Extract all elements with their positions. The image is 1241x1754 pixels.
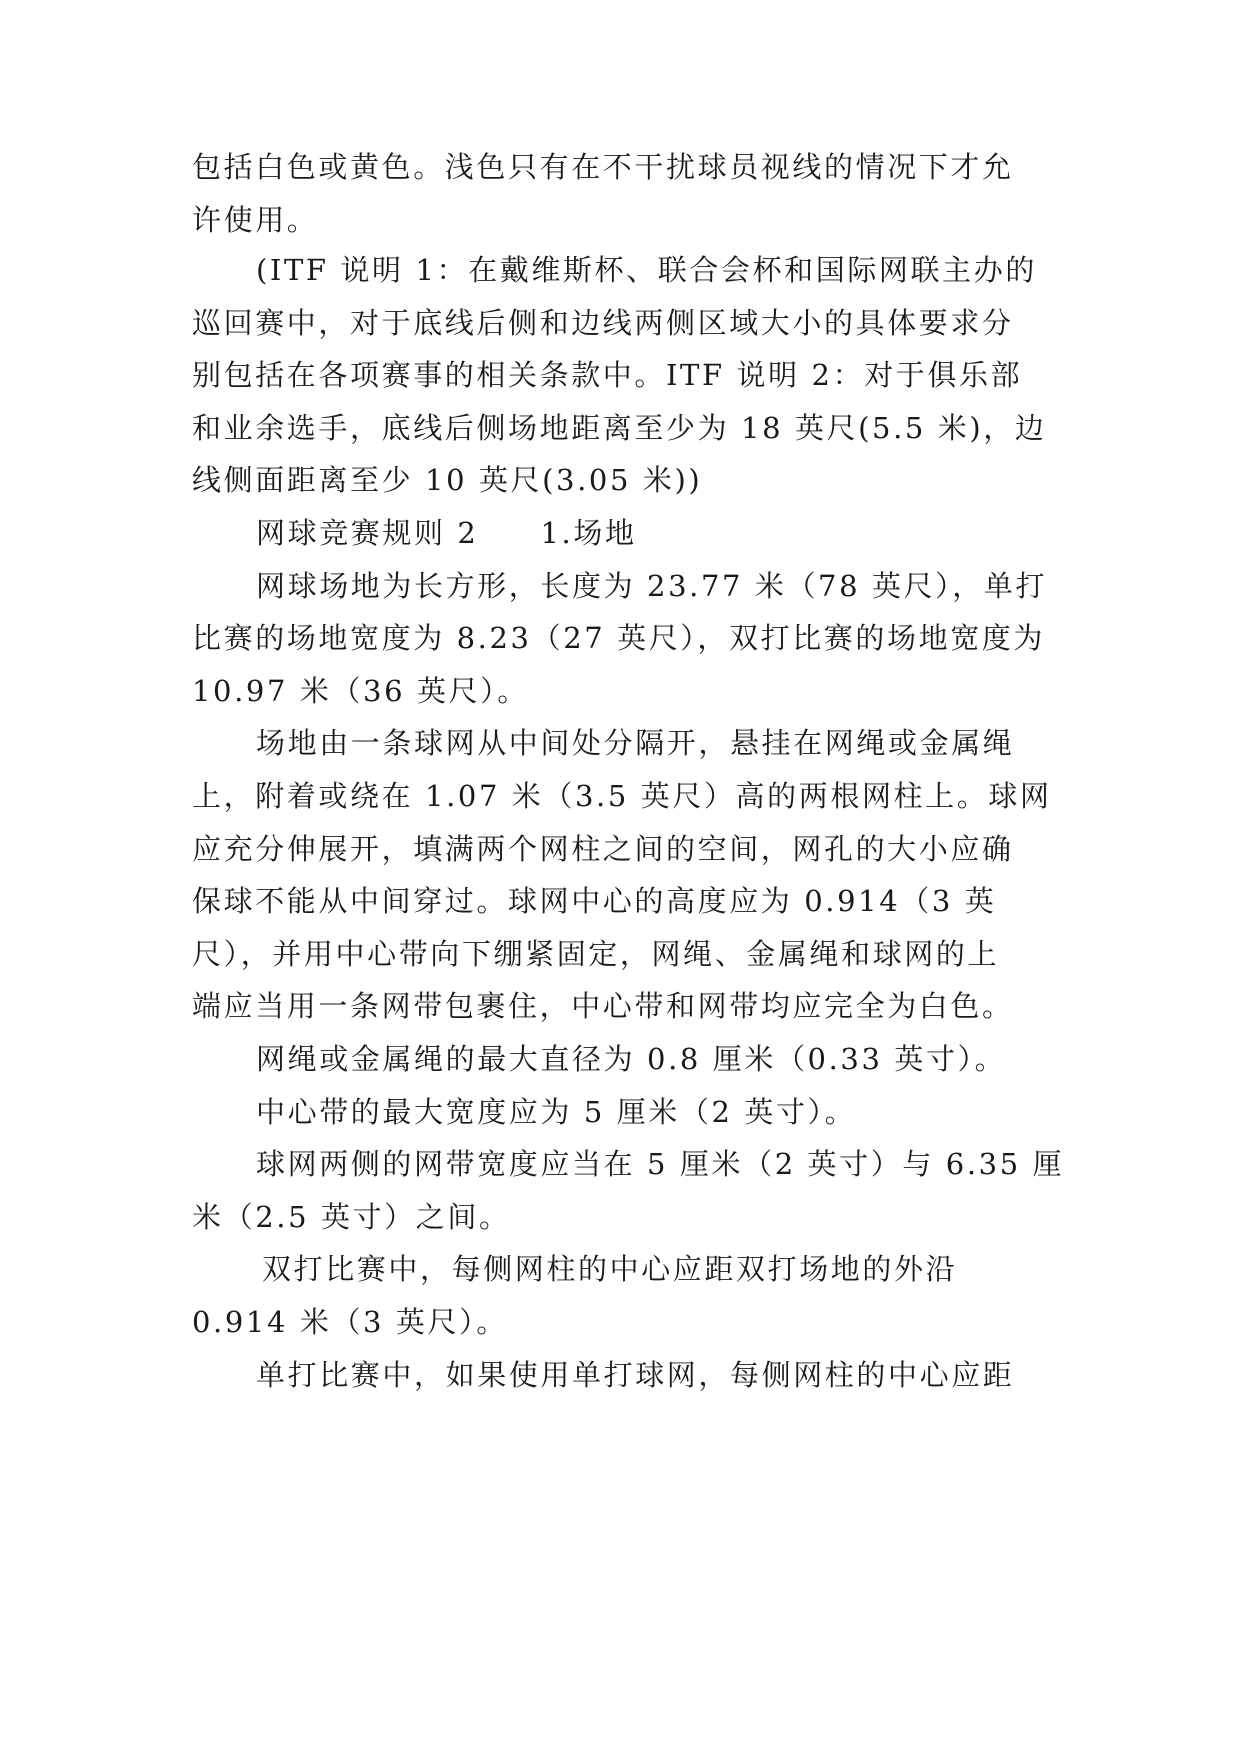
text-line: 网球场地为长方形，长度为 23.77 米（78 英尺），单打 — [256, 569, 1048, 603]
text-line: 和业余选手，底线后侧场地距离至少为 18 英尺(5.5 米)，边 — [192, 411, 1047, 445]
text-line: 线侧面距离至少 10 英尺(3.05 米)) — [192, 463, 703, 497]
text-line: 端应当用一条网带包裹住，中心带和网带均应完全为白色。 — [192, 989, 1014, 1023]
text-line: 0.914 米（3 英尺）。 — [192, 1305, 508, 1339]
text-line: 米（2.5 英寸）之间。 — [192, 1200, 511, 1234]
text-line: 尺），并用中心带向下绷紧固定，网绳、金属绳和球网的上 — [192, 937, 1000, 971]
heading-title: 网球竞赛规则 2 — [256, 516, 479, 550]
text-line: 双打比赛中，每侧网柱的中心应距双打场地的外沿 — [262, 1252, 958, 1286]
text-line: 保球不能从中间穿过。球网中心的高度应为 0.914（3 英 — [192, 884, 997, 918]
text-line: 包括白色或黄色。浅色只有在不干扰球员视线的情况下才允 — [192, 150, 1014, 184]
text-line: 单打比赛中，如果使用单打球网，每侧网柱的中心应距 — [256, 1358, 1015, 1392]
text-line: 上，附着或绕在 1.07 米（3.5 英尺）高的两根网柱上。球网 — [192, 779, 1052, 813]
text-line: 球网两侧的网带宽度应当在 5 厘米（2 英寸）与 6.35 厘 — [256, 1147, 1065, 1181]
text-line: 中心带的最大宽度应为 5 厘米（2 英寸）。 — [256, 1095, 857, 1129]
text-line: 场地由一条球网从中间处分隔开，悬挂在网绳或金属绳 — [256, 726, 1015, 760]
section-heading — [256, 516, 637, 550]
text-line: 别包括在各项赛事的相关条款中。ITF 说明 2：对于俱乐部 — [192, 358, 1023, 392]
text-line: 巡回赛中，对于底线后侧和边线两侧区域大小的具体要求分 — [192, 306, 1014, 340]
heading-section: 1.场地 — [540, 516, 637, 550]
text-line: 许使用。 — [192, 203, 319, 237]
text-line: 10.97 米（36 英尺）。 — [192, 674, 529, 708]
text-line: (ITF 说明 1：在戴维斯杯、联合会杯和国际网联主办的 — [256, 253, 1037, 287]
text-line: 比赛的场地宽度为 8.23（27 英尺），双打比赛的场地宽度为 — [192, 621, 1046, 655]
text-line: 应充分伸展开，填满两个网柱之间的空间，网孔的大小应确 — [192, 832, 1014, 866]
text-line: 网绳或金属绳的最大直径为 0.8 厘米（0.33 英寸）。 — [256, 1042, 1007, 1076]
